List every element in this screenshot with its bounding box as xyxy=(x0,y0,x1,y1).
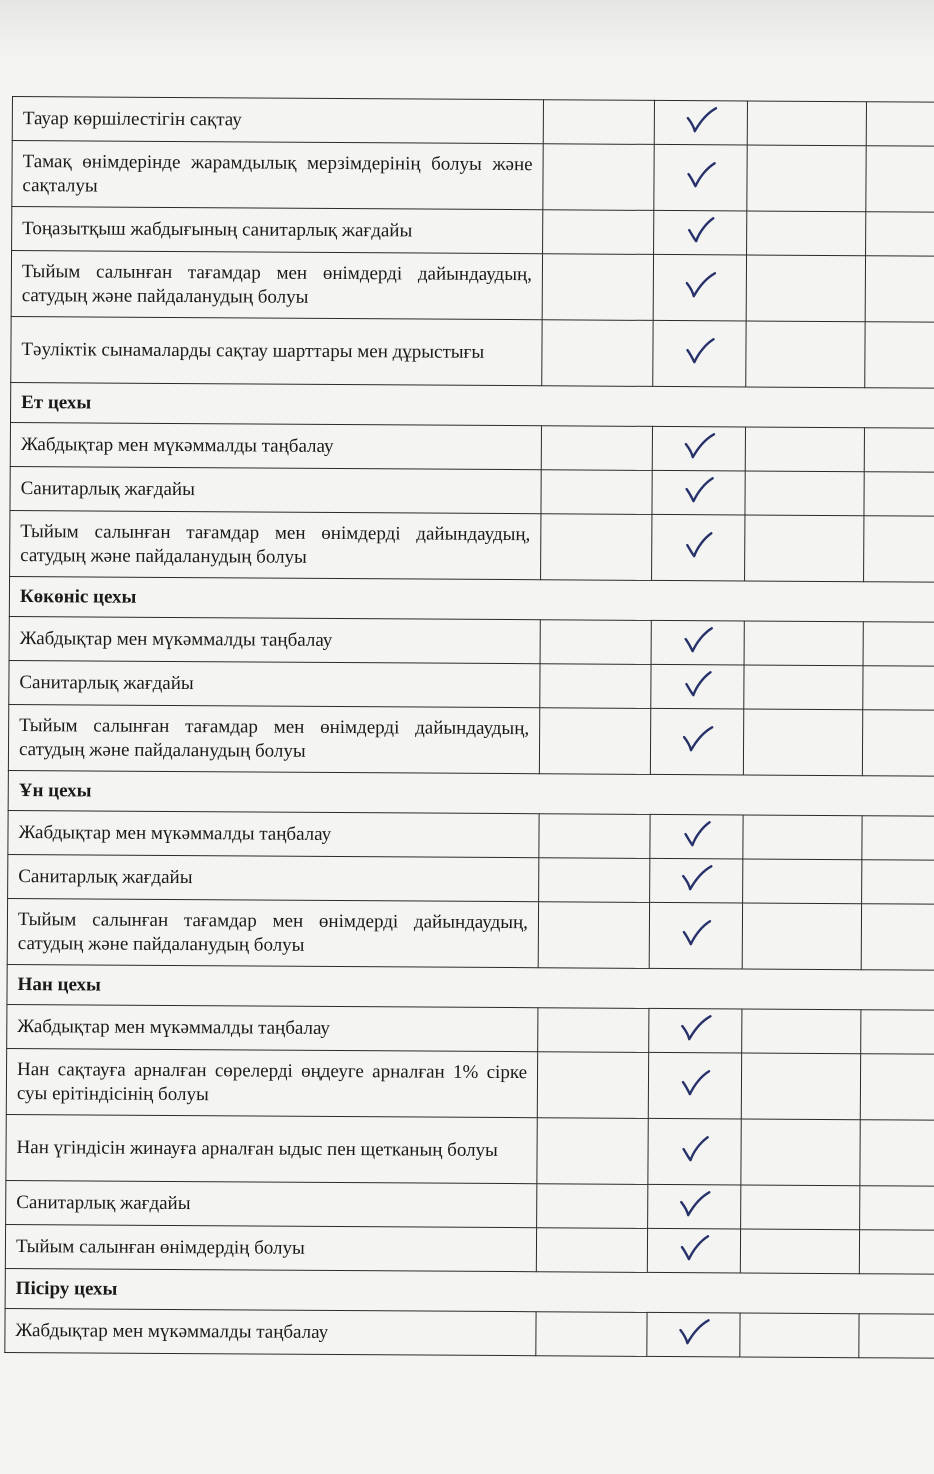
checklist-row xyxy=(8,854,934,904)
answer-cell-empty xyxy=(864,428,934,473)
answer-cell-empty xyxy=(747,145,866,212)
answer-cell-empty xyxy=(543,100,654,145)
checklist-row xyxy=(10,510,934,582)
answer-cell-empty xyxy=(539,814,650,859)
answer-cell-empty xyxy=(744,665,863,710)
answer-cell-empty xyxy=(863,666,934,711)
checkmark-icon xyxy=(676,918,716,948)
checkmark-icon xyxy=(680,160,720,190)
section-header-row xyxy=(9,576,934,622)
answer-cell-empty xyxy=(866,146,934,213)
checklist-row xyxy=(5,1308,934,1358)
checklist-row xyxy=(12,141,934,213)
answer-cell-empty xyxy=(743,709,862,776)
criterion-text: Жабдықтар мен мүкәммалды таңбалау xyxy=(8,810,539,857)
criterion-text: Жабдықтар мен мүкәммалды таңбалау xyxy=(9,616,540,663)
criterion-text: Санитарлық жағдайы xyxy=(10,466,541,513)
answer-cell-checked xyxy=(652,514,745,581)
checkmark-icon xyxy=(674,1233,714,1263)
criterion-text: Тыйым салынған тағамдар мен өнімдерді дайындаудың, сатудың және пайдаланудың болуы xyxy=(8,704,539,773)
checkmark-icon xyxy=(674,1134,714,1164)
checkmark-icon xyxy=(676,819,716,849)
answer-cell-empty xyxy=(537,1052,648,1119)
answer-cell-empty xyxy=(864,516,934,583)
answer-cell-empty xyxy=(745,427,864,472)
answer-cell-checked xyxy=(649,902,742,969)
checklist-row xyxy=(11,251,934,323)
checklist-row xyxy=(7,898,934,970)
checklist-row xyxy=(10,422,934,472)
criterion-text: Санитарлық жағдайы xyxy=(6,1180,537,1227)
answer-cell-checked xyxy=(649,1008,742,1053)
checkmark-icon xyxy=(677,724,717,754)
answer-cell-checked xyxy=(650,708,743,775)
checkmark-icon xyxy=(677,669,717,699)
checklist-row xyxy=(6,1114,934,1186)
answer-cell-empty xyxy=(740,1229,859,1274)
checklist-sheet xyxy=(4,96,934,1359)
checkmark-icon xyxy=(675,1068,715,1098)
answer-cell-empty xyxy=(862,860,934,905)
answer-cell-empty xyxy=(743,815,862,860)
answer-cell-empty xyxy=(866,212,934,257)
answer-cell-empty xyxy=(862,816,934,861)
checkmark-icon xyxy=(676,863,716,893)
checkmark-icon xyxy=(675,1013,715,1043)
answer-cell-empty xyxy=(541,514,652,581)
answer-cell-empty xyxy=(744,621,863,666)
checkmark-icon xyxy=(678,530,718,560)
section-title: Ет цехы xyxy=(11,382,934,428)
checklist-row xyxy=(7,1004,934,1054)
answer-cell-empty xyxy=(745,471,864,516)
criterion-text: Тамақ өнімдерінде жарамдылық мерзімдерінің болуы және сақталуы xyxy=(12,141,543,210)
answer-cell-empty xyxy=(742,903,861,970)
answer-cell-checked xyxy=(650,814,743,859)
answer-cell-checked xyxy=(654,210,747,255)
checklist-row xyxy=(9,660,934,710)
criterion-text: Тоңазытқыш жабдығының санитарлық жағдайы xyxy=(12,207,543,254)
checklist-row xyxy=(12,207,934,257)
checklist-row xyxy=(9,616,934,666)
answer-cell-empty xyxy=(537,1118,648,1185)
answer-cell-checked xyxy=(652,470,745,515)
section-title: Пісіру цехы xyxy=(5,1268,934,1314)
answer-cell-empty xyxy=(746,321,865,388)
answer-cell-empty xyxy=(865,256,934,323)
answer-cell-empty xyxy=(747,101,866,146)
checkmark-icon xyxy=(679,475,719,505)
answer-cell-checked xyxy=(650,858,743,903)
criterion-text: Жабдықтар мен мүкәммалды таңбалау xyxy=(7,1004,538,1051)
answer-cell-checked xyxy=(654,144,747,211)
criterion-text: Тыйым салынған өнімдердің болуы xyxy=(5,1224,536,1271)
criterion-text: Нан үгіндісін жинауға арналған ыдыс пен щетканың болуы xyxy=(6,1114,537,1183)
answer-cell-empty xyxy=(536,1228,647,1273)
answer-cell-empty xyxy=(741,1053,860,1120)
answer-cell-checked xyxy=(647,1312,740,1357)
answer-cell-empty xyxy=(538,1008,649,1053)
answer-cell-empty xyxy=(743,859,862,904)
answer-cell-empty xyxy=(542,320,653,387)
answer-cell-empty xyxy=(537,1184,648,1229)
section-title: Ұн цехы xyxy=(8,770,934,816)
criterion-text: Тәуліктік сынамаларды сақтау шарттары мен дұрыстығы xyxy=(11,316,542,385)
checkmark-icon xyxy=(679,431,719,461)
answer-cell-empty xyxy=(864,472,934,517)
checklist-row xyxy=(10,466,934,516)
answer-cell-empty xyxy=(542,254,653,321)
section-header-row xyxy=(8,770,934,816)
checklist-row xyxy=(5,1224,934,1274)
answer-cell-checked xyxy=(652,426,745,471)
answer-cell-empty xyxy=(859,1314,934,1359)
checkmark-icon xyxy=(680,215,720,245)
section-header-row xyxy=(5,1268,934,1314)
answer-cell-checked xyxy=(647,1228,740,1273)
checklist-row xyxy=(8,704,934,776)
checkmark-icon xyxy=(678,625,718,655)
answer-cell-empty xyxy=(741,1185,860,1230)
answer-cell-empty xyxy=(540,620,651,665)
checklist-row xyxy=(8,810,934,860)
page-top-shadow xyxy=(0,0,934,60)
answer-cell-empty xyxy=(745,515,864,582)
answer-cell-empty xyxy=(861,904,934,971)
checkmark-icon xyxy=(679,336,719,366)
answer-cell-empty xyxy=(538,902,649,969)
answer-cell-checked xyxy=(648,1052,741,1119)
answer-cell-checked xyxy=(648,1184,741,1229)
checkmark-icon xyxy=(680,270,720,300)
answer-cell-checked xyxy=(653,254,746,321)
answer-cell-checked xyxy=(648,1118,741,1185)
criterion-text: Тауар көршілестігін сақтау xyxy=(12,97,543,144)
criterion-text: Жабдықтар мен мүкәммалды таңбалау xyxy=(5,1308,536,1355)
criterion-text: Санитарлық жағдайы xyxy=(8,854,539,901)
answer-cell-checked xyxy=(651,664,744,709)
answer-cell-empty xyxy=(861,1010,934,1055)
answer-cell-empty xyxy=(746,255,865,322)
criterion-text: Тыйым салынған тағамдар мен өнімдерді дайындаудың, сатудың және пайдаланудың болуы xyxy=(10,510,541,579)
section-title: Нан цехы xyxy=(7,964,934,1010)
answer-cell-empty xyxy=(859,1230,934,1275)
answer-cell-empty xyxy=(860,1186,934,1231)
criterion-text: Нан сақтауға арналған сөрелерді өңдеуге арналған 1% сірке суы ерітіндісінің болуы xyxy=(6,1048,537,1117)
answer-cell-checked xyxy=(654,100,747,145)
checklist-row xyxy=(12,97,934,147)
checklist-row xyxy=(11,316,934,388)
answer-cell-empty xyxy=(543,144,654,211)
answer-cell-empty xyxy=(539,708,650,775)
checklist-table xyxy=(4,96,934,1359)
answer-cell-empty xyxy=(860,1054,934,1121)
answer-cell-empty xyxy=(866,102,934,147)
section-header-row xyxy=(7,964,934,1010)
criterion-text: Тыйым салынған тағамдар мен өнімдерді дайындаудың, сатудың және пайдаланудың болуы xyxy=(11,251,542,320)
criterion-text: Жабдықтар мен мүкәммалды таңбалау xyxy=(10,422,541,469)
answer-cell-empty xyxy=(860,1120,934,1187)
answer-cell-empty xyxy=(742,1009,861,1054)
answer-cell-checked xyxy=(651,620,744,665)
checkmark-icon xyxy=(674,1189,714,1219)
answer-cell-empty xyxy=(539,858,650,903)
checkmark-icon xyxy=(673,1317,713,1347)
answer-cell-empty xyxy=(865,322,934,389)
checklist-row xyxy=(6,1180,934,1230)
answer-cell-empty xyxy=(541,426,652,471)
answer-cell-empty xyxy=(863,622,934,667)
answer-cell-empty xyxy=(747,211,866,256)
checkmark-icon xyxy=(681,105,721,135)
criterion-text: Санитарлық жағдайы xyxy=(9,660,540,707)
answer-cell-empty xyxy=(862,710,934,777)
answer-cell-empty xyxy=(541,470,652,515)
answer-cell-empty xyxy=(540,664,651,709)
answer-cell-empty xyxy=(740,1313,859,1358)
answer-cell-empty xyxy=(543,210,654,255)
criterion-text: Тыйым салынған тағамдар мен өнімдерді дайындаудың, сатудың және пайдаланудың болуы xyxy=(7,898,538,967)
checklist-row xyxy=(6,1048,934,1120)
section-header-row xyxy=(11,382,934,428)
answer-cell-empty xyxy=(536,1312,647,1357)
section-title: Көкөніс цехы xyxy=(9,576,934,622)
answer-cell-empty xyxy=(741,1119,860,1186)
answer-cell-checked xyxy=(653,320,746,387)
